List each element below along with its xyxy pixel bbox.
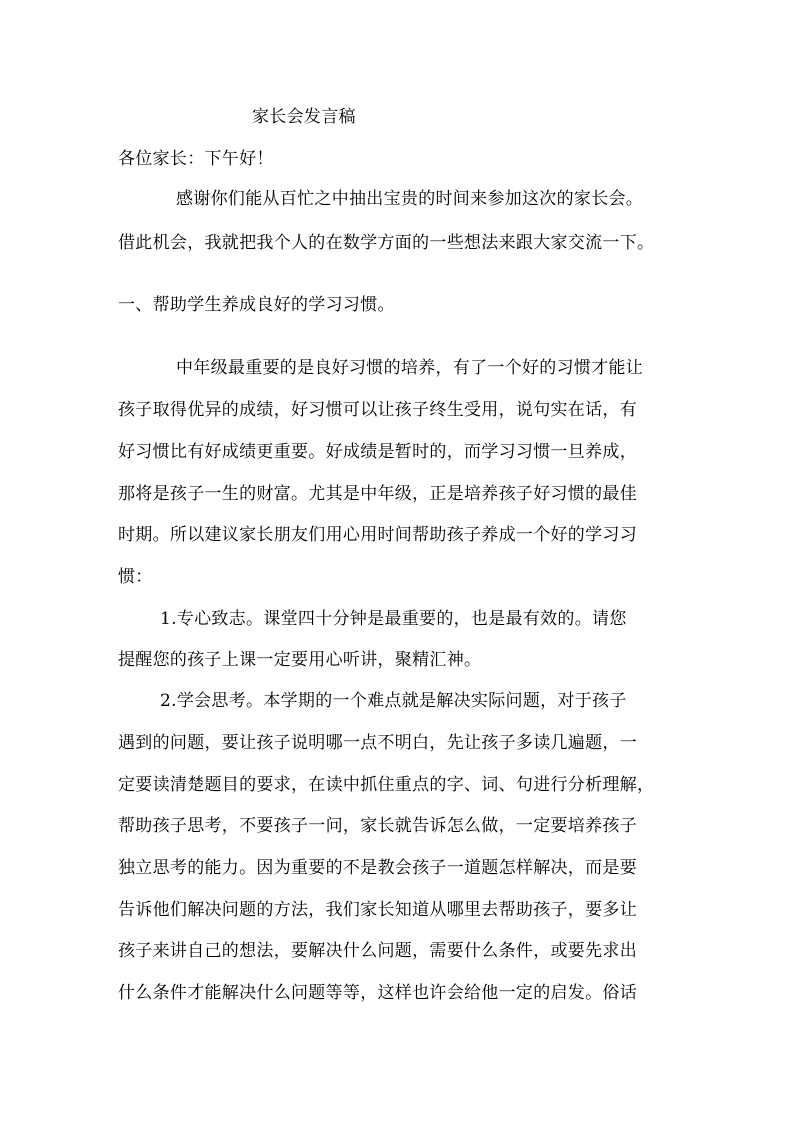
paragraph-line: 中年级最重要的是良好习惯的培养，有了一个好的习惯才能让	[176, 358, 644, 378]
list-item-line: 定要读清楚题目的要求，在读中抓住重点的字、词、句进行分析理解，	[118, 775, 655, 795]
list-item-line: 1.专心致志。课堂四十分钟是最重要的，也是最有效的。请您	[160, 609, 627, 629]
list-item-line: 孩子来讲自己的想法，要解决什么问题，需要什么条件，或要先求出	[118, 941, 637, 961]
list-item-line: 提醒您的孩子上课一定要用心听讲，聚精汇神。	[118, 650, 482, 670]
list-item-line: 遇到的问题，要让孩子说明哪一点不明白，先让孩子多读几遍题，一	[118, 733, 637, 753]
section-heading: 一、帮助学生养成良好的学习习惯。	[118, 295, 395, 315]
paragraph-line: 那将是孩子一生的财富。尤其是中年级，正是培养孩子好习惯的最佳	[118, 484, 637, 504]
paragraph-line: 时期。所以建议家长朋友们用心用时间帮助孩子养成一个好的学习习	[118, 525, 637, 545]
list-item-line: 什么条件才能解决什么问题等等，这样也许会给他一定的启发。俗话	[118, 983, 637, 1003]
list-item-line: 告诉他们解决问题的方法，我们家长知道从哪里去帮助孩子，要多让	[118, 900, 637, 920]
list-item-line: 帮助孩子思考，不要孩子一问，家长就告诉怎么做，一定要培养孩子	[118, 816, 637, 836]
page-title: 家长会发言稿	[252, 107, 356, 127]
greeting-line: 各位家长：下午好！	[118, 149, 274, 169]
paragraph-line: 惯：	[118, 567, 153, 587]
intro-line: 借此机会，我就把我个人的在数学方面的一些想法来跟大家交流一下。	[118, 233, 655, 253]
intro-line: 感谢你们能从百忙之中抽出宝贵的时间来参加这次的家长会。	[176, 189, 644, 209]
list-item-line: 2.学会思考。本学期的一个难点就是解决实际问题，对于孩子	[160, 691, 627, 711]
list-item-line: 独立思考的能力。因为重要的不是教会孩子一道题怎样解决，而是要	[118, 858, 637, 878]
paragraph-line: 孩子取得优异的成绩，好习惯可以让孩子终生受用，说句实在话，有	[118, 400, 637, 420]
paragraph-line: 好习惯比有好成绩更重要。好成绩是暂时的，而学习习惯一旦养成，	[118, 442, 637, 462]
